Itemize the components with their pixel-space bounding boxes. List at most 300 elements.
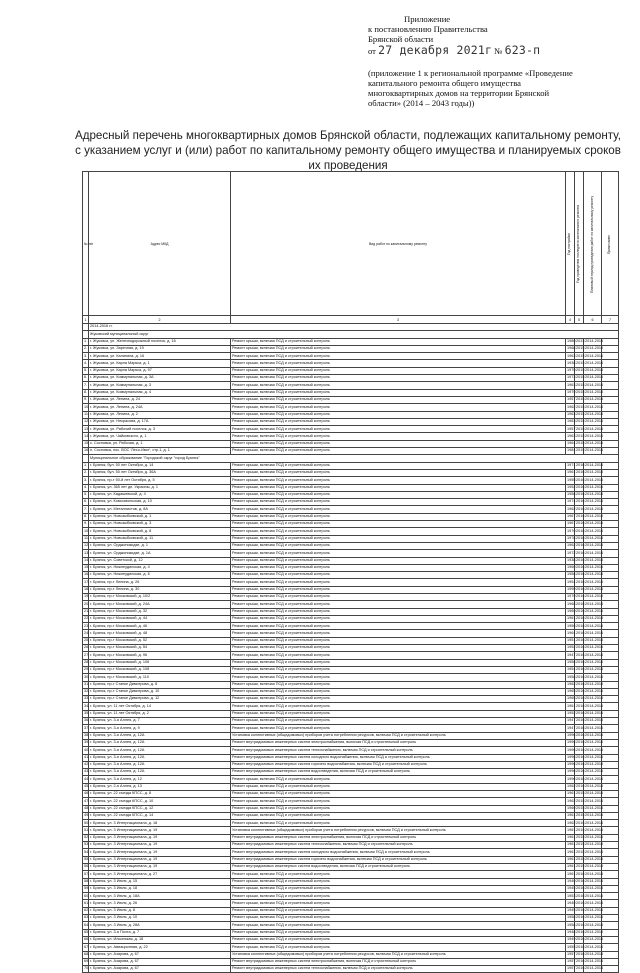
row-address: г. Брянск, ул. 22 съезда КПСС, д. 14 [89, 812, 231, 819]
table-row [83, 535, 619, 542]
row-year-built: 1957 [566, 426, 575, 433]
row-address: г. Брянск, ул. Орджоникидзе, д. 1 [89, 542, 231, 549]
row-work-type: Ремонт крыши, включая ПСД и строительный контроль [231, 491, 566, 498]
row-year-built: 1940 [566, 878, 575, 885]
row-planned-period: 2014-2016 [584, 623, 602, 630]
row-address: г. Брянск, ул. 11 лет Октября, д. 2 [89, 710, 231, 717]
row-note [602, 936, 619, 943]
row-year-last: 2016 [575, 885, 584, 892]
row-note [602, 849, 619, 856]
row-address: г. Брянск, ул. 11 лет Октября, д. 14 [89, 703, 231, 710]
table-row [83, 703, 619, 710]
row-note [602, 477, 619, 484]
row-number: 43. [83, 769, 89, 776]
header-note: Примечание [602, 172, 619, 316]
row-year-last: 2015 [575, 812, 584, 819]
row-address: г. Брянск, пр-т Московский, д. 32 [89, 608, 231, 615]
row-work-type: Ремонт крыши, включая ПСД и строительный контроль [231, 564, 566, 571]
row-planned-period: 2014-2016 [584, 389, 602, 396]
row-work-type: Ремонт крыши, включая ПСД и строительный контроль [231, 338, 566, 345]
row-address: г. Брянск, ул. Новозыбковский, д. 11 [89, 535, 231, 542]
row-year-last: 2015 [575, 418, 584, 425]
row-year-last: 2015 [575, 345, 584, 352]
row-number: 4. [83, 360, 89, 367]
table-row [83, 499, 619, 506]
row-planned-period: 2014-2016 [584, 681, 602, 688]
row-work-type: Ремонт крыши, включая ПСД и строительный контроль [231, 681, 566, 688]
row-year-built: 1996 [566, 776, 575, 783]
row-number: 7. [83, 382, 89, 389]
row-number: 65. [83, 929, 89, 936]
row-year-last: 2016 [575, 718, 584, 725]
row-planned-period: 2014-2016 [584, 718, 602, 725]
row-planned-period: 2014-2016 [584, 871, 602, 878]
row-planned-period: 2014-2016 [584, 842, 602, 849]
row-year-last: 2016 [575, 593, 584, 600]
row-number: 20. [83, 601, 89, 608]
row-note [602, 623, 619, 630]
row-year-built: 1996 [566, 769, 575, 776]
row-note [602, 856, 619, 863]
row-year-last: 2016 [575, 739, 584, 746]
row-number: 37. [83, 725, 89, 732]
row-note [602, 506, 619, 513]
table-row [83, 907, 619, 914]
row-work-type: Ремонт крыши, включая ПСД и строительный контроль [231, 404, 566, 411]
row-year-built: 1938 [566, 360, 575, 367]
table-row [83, 681, 619, 688]
row-year-last: 2016 [575, 681, 584, 688]
row-year-built: 1953 [566, 893, 575, 900]
row-address: г. Брянск, ул. 3 Июля, д. 18 [89, 885, 231, 892]
header-appendix: Приложение [404, 14, 451, 24]
row-number: 66. [83, 936, 89, 943]
row-address: г. Жуковка, ул. Ленина, д. 2 [89, 411, 231, 418]
row-year-last: 2015 [575, 440, 584, 447]
row-address: г. Жуковка, ул. Ленина, д. 24 [89, 396, 231, 403]
table-row [83, 958, 619, 965]
row-planned-period: 2014-2016 [584, 688, 602, 695]
table-row [83, 411, 619, 418]
row-year-built: 1957 [566, 966, 575, 973]
row-year-last: 2016 [575, 659, 584, 666]
row-planned-period: 2014-2016 [584, 944, 602, 951]
row-year-last: 2016 [575, 951, 584, 958]
row-note [602, 703, 619, 710]
row-planned-period: 2014-2016 [584, 440, 602, 447]
row-note [602, 754, 619, 761]
row-number: 67. [83, 944, 89, 951]
row-note [602, 688, 619, 695]
row-note [602, 630, 619, 637]
row-year-built: 1961 [566, 827, 575, 834]
header-address: Адрес МКД [89, 172, 231, 316]
row-year-last: 2016 [575, 499, 584, 506]
row-year-built: 1960 [566, 564, 575, 571]
row-note [602, 491, 619, 498]
row-address: г. Брянск, ул. Кадашевской, д. 4 [89, 491, 231, 498]
row-address: г. Жуковка, ул. Карла Маркса, д. 1 [89, 360, 231, 367]
table-row [83, 564, 619, 571]
row-year-last: 2016 [575, 820, 584, 827]
row-planned-period: 2014-2016 [584, 579, 602, 586]
row-year-built: 1961 [566, 856, 575, 863]
table-row [83, 448, 619, 455]
row-note [602, 367, 619, 374]
row-year-last: 2013 [575, 338, 584, 345]
row-work-type: Ремонт внутридомовых инженерных систем теплоснабжения, включая ПСД и строительный контроль [231, 747, 566, 754]
row-address: г. Брянск, ул. 3 Интернационала, д. 27 [89, 871, 231, 878]
header-region: Брянской области [368, 34, 434, 45]
row-work-type: Ремонт крыши, включая ПСД и строительный контроль [231, 608, 566, 615]
table-row [83, 375, 619, 382]
table-row [83, 929, 619, 936]
row-number: 3. [83, 353, 89, 360]
row-number: 1. [83, 338, 89, 345]
row-number: 51. [83, 827, 89, 834]
row-year-last: 2016 [575, 564, 584, 571]
row-year-built: 1962 [566, 506, 575, 513]
row-year-built: 1965 [566, 696, 575, 703]
row-planned-period: 2014-2016 [584, 812, 602, 819]
row-year-built: 1961 [566, 703, 575, 710]
row-year-last: 2016 [575, 550, 584, 557]
row-year-built: 1996 [566, 732, 575, 739]
row-planned-period: 2014-2016 [584, 769, 602, 776]
table-row [83, 637, 619, 644]
row-address: г. Брянск, ул. 3 Июля, д. 18А [89, 893, 231, 900]
row-address: г. Брянск, пр-т Московский, д. 110 [89, 674, 231, 681]
row-number: 4. [83, 484, 89, 491]
table-row [83, 666, 619, 673]
row-work-type: Ремонт крыши, включая ПСД и строительный контроль [231, 776, 566, 783]
row-number: 28. [83, 659, 89, 666]
row-planned-period: 2014-2016 [584, 827, 602, 834]
table-row [83, 732, 619, 739]
table-row [83, 688, 619, 695]
row-year-last: 2016 [575, 725, 584, 732]
row-work-type: Ремонт крыши, включая ПСД и строительный контроль [231, 521, 566, 528]
row-note [602, 907, 619, 914]
row-work-type: Ремонт крыши, включая ПСД и строительный контроль [231, 506, 566, 513]
row-work-type: Ремонт внутридомовых инженерных систем электроснабжения, включая ПСД и строительный контроль [231, 834, 566, 841]
row-planned-period: 2014-2016 [584, 732, 602, 739]
row-note [602, 404, 619, 411]
row-note [602, 426, 619, 433]
row-planned-period: 2014-2016 [584, 484, 602, 491]
row-note [602, 396, 619, 403]
row-year-last: 2016 [575, 666, 584, 673]
table-row [83, 645, 619, 652]
row-work-type: Ремонт крыши, включая ПСД и строительный контроль [231, 360, 566, 367]
row-number: 30. [83, 674, 89, 681]
row-year-built: 1947 [566, 725, 575, 732]
row-year-built: 1945 [566, 885, 575, 892]
row-year-built: 1961 [566, 615, 575, 622]
table-row [83, 542, 619, 549]
table-row [83, 791, 619, 798]
row-number: 60. [83, 893, 89, 900]
row-note [602, 353, 619, 360]
row-year-built: 1956 [566, 623, 575, 630]
table-row [83, 769, 619, 776]
row-year-built: 1962 [566, 542, 575, 549]
row-number: 64. [83, 922, 89, 929]
row-work-type: Ремонт крыши, включая ПСД и строительный контроль [231, 528, 566, 535]
row-planned-period: 2014-2016 [584, 936, 602, 943]
row-year-last: 2015 [575, 382, 584, 389]
row-work-type: Ремонт внутридомовых инженерных систем электроснабжения, включая ПСД и строительный контроль [231, 739, 566, 746]
row-address: г. Брянск, ул. 3 Интернационала, д. 19 [89, 863, 231, 870]
row-note [602, 725, 619, 732]
row-year-last: 2016 [575, 966, 584, 973]
table-row [83, 900, 619, 907]
row-number: 53. [83, 842, 89, 849]
row-number: 22. [83, 615, 89, 622]
row-note [602, 718, 619, 725]
row-planned-period: 2014-2016 [584, 637, 602, 644]
row-year-built: 1971 [566, 462, 575, 469]
row-work-type: Ремонт крыши, включая ПСД и строительный контроль [231, 462, 566, 469]
row-planned-period: 2014-2016 [584, 783, 602, 790]
row-work-type: Ремонт крыши, включая ПСД и строительный контроль [231, 484, 566, 491]
col-number: 6 [584, 316, 602, 324]
row-planned-period: 2014-2016 [584, 367, 602, 374]
row-planned-period: 2014-2016 [584, 382, 602, 389]
row-number: 62. [83, 907, 89, 914]
row-planned-period: 2014-2016 [584, 754, 602, 761]
row-planned-period: 2014-2016 [584, 433, 602, 440]
section-title: Жуковский муниципальный округ [89, 331, 619, 338]
row-address: г. Брянск, пр-т Московский, д. 46 [89, 623, 231, 630]
table-row [83, 513, 619, 520]
row-work-type: Ремонт крыши, включая ПСД и строительный контроль [231, 936, 566, 943]
header-decree: к постановлению Правительства [368, 24, 488, 35]
row-year-built: 1963 [566, 418, 575, 425]
table-row [83, 885, 619, 892]
row-address: г. Брянск, ул. Нижнеудинская, д. 6 [89, 572, 231, 579]
row-planned-period: 2014-2016 [584, 404, 602, 411]
row-number: 47. [83, 798, 89, 805]
row-work-type: Ремонт крыши, включая ПСД и строительный контроль [231, 783, 566, 790]
row-year-built: 1954 [566, 666, 575, 673]
col-number: 3 [231, 316, 566, 324]
table-row [83, 798, 619, 805]
row-work-type: Установка коллективных (общедомовых) приборов учета потребления ресурсов, включая ПСД и строительный контроль [231, 732, 566, 739]
table-header-row [83, 172, 619, 316]
row-year-built: 1963 [566, 411, 575, 418]
row-year-last: 2016 [575, 572, 584, 579]
row-note [602, 696, 619, 703]
table-row [83, 842, 619, 849]
table-row [83, 652, 619, 659]
row-planned-period: 2014-2016 [584, 572, 602, 579]
table-row [83, 601, 619, 608]
row-year-last: 2015 [575, 791, 584, 798]
row-planned-period: 2014-2016 [584, 499, 602, 506]
row-note [602, 915, 619, 922]
row-note [602, 572, 619, 579]
row-planned-period: 2014-2016 [584, 550, 602, 557]
section-row [83, 331, 619, 338]
row-address: г. Брянск, бул. 50 лет Октября, д. 14 [89, 462, 231, 469]
section-title: Муниципальное образование "Городской округ "город Брянск" [89, 455, 619, 462]
row-address: г. Брянск, пр-т Станке Димитрова, д. 10 [89, 688, 231, 695]
table-row [83, 440, 619, 447]
row-address: г. Брянск, ул. Азарова, д. 67 [89, 951, 231, 958]
row-number: 9. [83, 521, 89, 528]
table-row [83, 593, 619, 600]
row-address: г. Брянск, ул. 3 Интернационала, д. 19 [89, 834, 231, 841]
table-row [83, 491, 619, 498]
row-note [602, 944, 619, 951]
section-row [83, 455, 619, 462]
row-planned-period: 2014-2016 [584, 951, 602, 958]
row-number: 42. [83, 761, 89, 768]
row-planned-period: 2014-2016 [584, 593, 602, 600]
row-work-type: Ремонт крыши, включая ПСД и строительный контроль [231, 688, 566, 695]
row-planned-period: 2014-2016 [584, 863, 602, 870]
row-address: г. Брянск, ул. Орджоникидзе, д. 1А [89, 550, 231, 557]
handwritten-date: 27 декабря 2021г [378, 42, 493, 57]
row-work-type: Ремонт крыши, включая ПСД и строительный контроль [231, 477, 566, 484]
table-row [83, 389, 619, 396]
row-year-last: 2016 [575, 542, 584, 549]
row-planned-period: 2014-2016 [584, 849, 602, 856]
table-row [83, 404, 619, 411]
table-row [83, 382, 619, 389]
row-planned-period: 2014-2016 [584, 353, 602, 360]
row-number: 9. [83, 396, 89, 403]
row-note [602, 798, 619, 805]
row-year-built: 1970 [566, 367, 575, 374]
row-number: 29. [83, 666, 89, 673]
table-row [83, 936, 619, 943]
row-number: 11. [83, 411, 89, 418]
row-year-last: 2016 [575, 674, 584, 681]
row-note [602, 827, 619, 834]
row-planned-period: 2014-2016 [584, 411, 602, 418]
row-year-built: 1961 [566, 849, 575, 856]
table-row [83, 966, 619, 973]
row-number: 36. [83, 718, 89, 725]
row-work-type: Ремонт крыши, включая ПСД и строительный контроль [231, 367, 566, 374]
table-row [83, 367, 619, 374]
row-year-last: 2016 [575, 958, 584, 965]
row-note [602, 528, 619, 535]
row-work-type: Ремонт крыши, включая ПСД и строительный контроль [231, 579, 566, 586]
row-year-last: 2016 [575, 513, 584, 520]
section-row [83, 324, 619, 331]
row-year-last: 2016 [575, 608, 584, 615]
row-planned-period: 2014-2016 [584, 885, 602, 892]
row-year-built: 1957 [566, 958, 575, 965]
row-number: 49. [83, 812, 89, 819]
row-note [602, 666, 619, 673]
row-year-last: 2016 [575, 761, 584, 768]
row-year-last: 2016 [575, 944, 584, 951]
row-planned-period: 2014-2016 [584, 907, 602, 914]
row-number: 48. [83, 805, 89, 812]
row-planned-period: 2014-2016 [584, 747, 602, 754]
row-year-last: 2016 [575, 907, 584, 914]
row-work-type: Ремонт крыши, включая ПСД и строительный контроль [231, 878, 566, 885]
table-row [83, 572, 619, 579]
row-year-last: 2015 [575, 798, 584, 805]
row-address: г. Брянск, ул. Азарова, д. 67 [89, 966, 231, 973]
row-planned-period: 2014-2016 [584, 761, 602, 768]
row-work-type: Ремонт внутридомовых инженерных систем горячего водоснабжения, включая ПСД и строительный контроль [231, 856, 566, 863]
row-note [602, 557, 619, 564]
row-year-built: 1940 [566, 900, 575, 907]
table-row [83, 484, 619, 491]
row-year-last: 2016 [575, 637, 584, 644]
row-note [602, 652, 619, 659]
row-number: 3. [83, 477, 89, 484]
row-number: 24. [83, 630, 89, 637]
row-address: г. Брянск, ул. 3-я Аллея, д. 12 [89, 776, 231, 783]
row-year-built: 1949 [566, 936, 575, 943]
row-number: 12. [83, 542, 89, 549]
table-row [83, 827, 619, 834]
row-year-built: 1958 [566, 491, 575, 498]
row-work-type: Ремонт крыши, включая ПСД и строительный контроль [231, 652, 566, 659]
row-address: г. Брянск, ул. Новозыбковский, д. 1 [89, 513, 231, 520]
row-year-built: 1967 [566, 513, 575, 520]
row-note [602, 747, 619, 754]
row-planned-period: 2014-2016 [584, 776, 602, 783]
row-note [602, 484, 619, 491]
row-number: 34. [83, 703, 89, 710]
row-work-type: Ремонт крыши, включая ПСД и строительный контроль [231, 812, 566, 819]
row-year-built: 1962 [566, 404, 575, 411]
row-address: г. Брянск, ул. 3-я Аллея, д. 12А [89, 732, 231, 739]
row-planned-period: 2014-2016 [584, 966, 602, 973]
row-number: 14. [83, 433, 89, 440]
row-note [602, 462, 619, 469]
row-note [602, 637, 619, 644]
row-work-type: Ремонт крыши, включая ПСД и строительный контроль [231, 710, 566, 717]
row-year-built: 1972 [566, 550, 575, 557]
row-address: г. Брянск, ул. 3 Интернационала, д. 19 [89, 827, 231, 834]
row-year-built: 1984 [566, 448, 575, 455]
row-note [602, 820, 619, 827]
row-address: г. Брянск, ул. 3 Июля, д. 15 [89, 878, 231, 885]
row-work-type: Ремонт внутридомовых инженерных систем водоотведения, включая ПСД и строительный контроль [231, 863, 566, 870]
row-address: г. Брянск, пр-т Станке Димитрова, д. 12 [89, 696, 231, 703]
row-planned-period: 2014-2016 [584, 856, 602, 863]
row-note [602, 885, 619, 892]
row-number: 15. [83, 564, 89, 571]
row-address: г. Брянск, ул. 3 Июля, д. 10 [89, 915, 231, 922]
row-number: 40. [83, 747, 89, 754]
row-number: 2. [83, 345, 89, 352]
row-address: г. Жуковка, ул. Коммунальная, д. 4 [89, 389, 231, 396]
table-row [83, 426, 619, 433]
row-planned-period: 2014-2016 [584, 338, 602, 345]
row-address: с. Сосновка, ул. Рабочая, д. 1 [89, 440, 231, 447]
table-row [83, 725, 619, 732]
row-year-last: 2016 [575, 652, 584, 659]
row-number: 1. [83, 462, 89, 469]
row-year-last: 2016 [575, 754, 584, 761]
row-note [602, 761, 619, 768]
row-note [602, 681, 619, 688]
row-year-last: 2016 [575, 557, 584, 564]
row-work-type: Ремонт крыши, включая ПСД и строительный контроль [231, 572, 566, 579]
row-year-built: 1961 [566, 863, 575, 870]
row-note [602, 411, 619, 418]
